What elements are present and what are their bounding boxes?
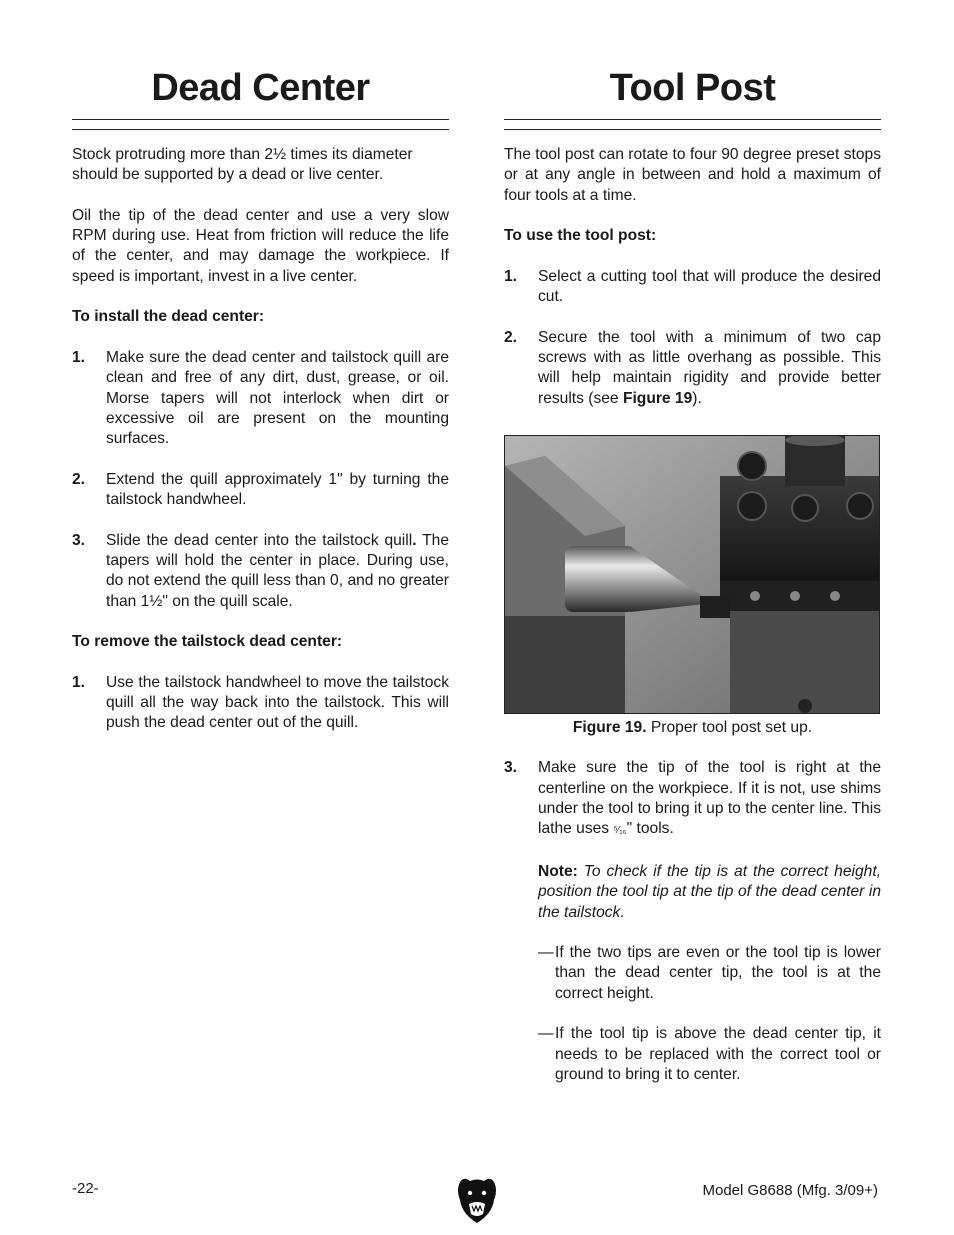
figure-reference: Figure 19 [622, 389, 693, 407]
dash-text: If the two tips are even or the tool tip is lower than the dead center tip, the tool is at the correct height. [555, 944, 881, 1002]
model-label: Model G8688 (Mfg. 3/09+) [702, 1182, 878, 1199]
tool-step [504, 328, 881, 409]
step-text [538, 758, 881, 1105]
figure-label: Figure 19. [572, 718, 647, 736]
install-step [72, 470, 449, 511]
tool-step [504, 758, 881, 1105]
step-text [538, 328, 881, 409]
step-text-part: Slide the dead center into the tailstock quill [106, 531, 413, 549]
use-heading: To use the tool post: [504, 227, 657, 245]
install-heading: To install the dead center: [72, 308, 265, 326]
step-text [106, 531, 449, 612]
step-number: 2. [504, 328, 518, 346]
step-text-part: " tools. [626, 820, 674, 838]
note [538, 862, 881, 923]
install-step [72, 531, 449, 612]
step-number: 3. [504, 759, 518, 777]
step-number: 1. [72, 348, 86, 366]
dash-item [538, 1024, 881, 1085]
step-text-part: The tapers will hold the center in place. During use, do not extend the quill less than 0, and no greater than 1½" on the quill scale. [106, 531, 449, 610]
note-label: Note: [538, 862, 578, 880]
dash-mark: — [538, 944, 554, 962]
step-text-bold: . [412, 531, 417, 549]
dash-text: If the tool tip is above the dead center tip, it needs to be replaced with the correct tool or ground to bring it to center. [555, 1025, 881, 1083]
page-number: -22- [72, 1180, 99, 1197]
step-text: Use the tailstock handwheel to move the tailstock quill all the way back into the tailstock. This will push the dead center out of the quill. [106, 673, 449, 732]
step-text: Make sure the dead center and tailstock quill are clean and free of any dirt, dust, grease, or oil. Morse tapers will not interlock when dirt or excessive oil are present on the mounting surfaces. [106, 348, 449, 448]
paragraph: Stock protruding more than 2½ times its diameter should be supported by a dead or live center. [72, 146, 413, 184]
tool-post-photo-illustration [505, 436, 879, 713]
tool-step [504, 267, 881, 308]
title-rule-top [504, 119, 881, 120]
section-title-tool-post: Tool Post [609, 67, 776, 109]
title-rule-bottom [504, 129, 881, 130]
step-number: 3. [72, 531, 86, 549]
tool-post-body [504, 145, 881, 1126]
note-text: To check if the tip is at the correct height, position the tool tip at the tip of the dead center in the tailstock. [538, 862, 881, 921]
figure-caption-text: Proper tool post set up. [646, 718, 813, 736]
figure-caption [504, 718, 881, 738]
figure-19-photo [504, 435, 880, 714]
step-text-part: Make sure the tip of the tool is right at the centerline on the workpiece. If it is not, use shims under the tool to bring it up to the center line. This lathe uses [538, 759, 881, 838]
remove-step [72, 673, 449, 734]
step-text-paragraph [538, 758, 881, 841]
step-text-part: Secure the tool with a minimum of two cap screws with as little overhang as possible. This will help maintain rigidity and provide better results (see [538, 328, 881, 407]
step-number: 1. [72, 673, 86, 691]
dead-center-body [72, 145, 449, 754]
step-number: 2. [72, 470, 86, 488]
install-step [72, 348, 449, 449]
title-rule-top [72, 119, 449, 120]
title-rule-bottom [72, 129, 449, 130]
paragraph: Oil the tip of the dead center and use a very slow RPM during use. Heat from friction will reduce the life of the center, and may damage the workpiece. If speed is important, invest in a live center. [72, 206, 449, 285]
fraction: ⁵⁄₁₆ [613, 825, 627, 837]
dash-item [538, 943, 881, 1004]
step-text-part: ). [692, 389, 702, 407]
section-title-dead-center: Dead Center [151, 67, 370, 109]
remove-heading: To remove the tailstock dead center: [72, 633, 343, 651]
bear-head-logo-icon [456, 1176, 498, 1224]
step-text: Select a cutting tool that will produce the desired cut. [538, 267, 881, 306]
step-text: Extend the quill approximately 1" by turning the tailstock handwheel. [106, 470, 449, 509]
dash-mark: — [538, 1025, 554, 1043]
step-number: 1. [504, 267, 518, 285]
paragraph: The tool post can rotate to four 90 degree preset stops or at any angle in between and hold a maximum of four tools at a time. [504, 146, 881, 204]
